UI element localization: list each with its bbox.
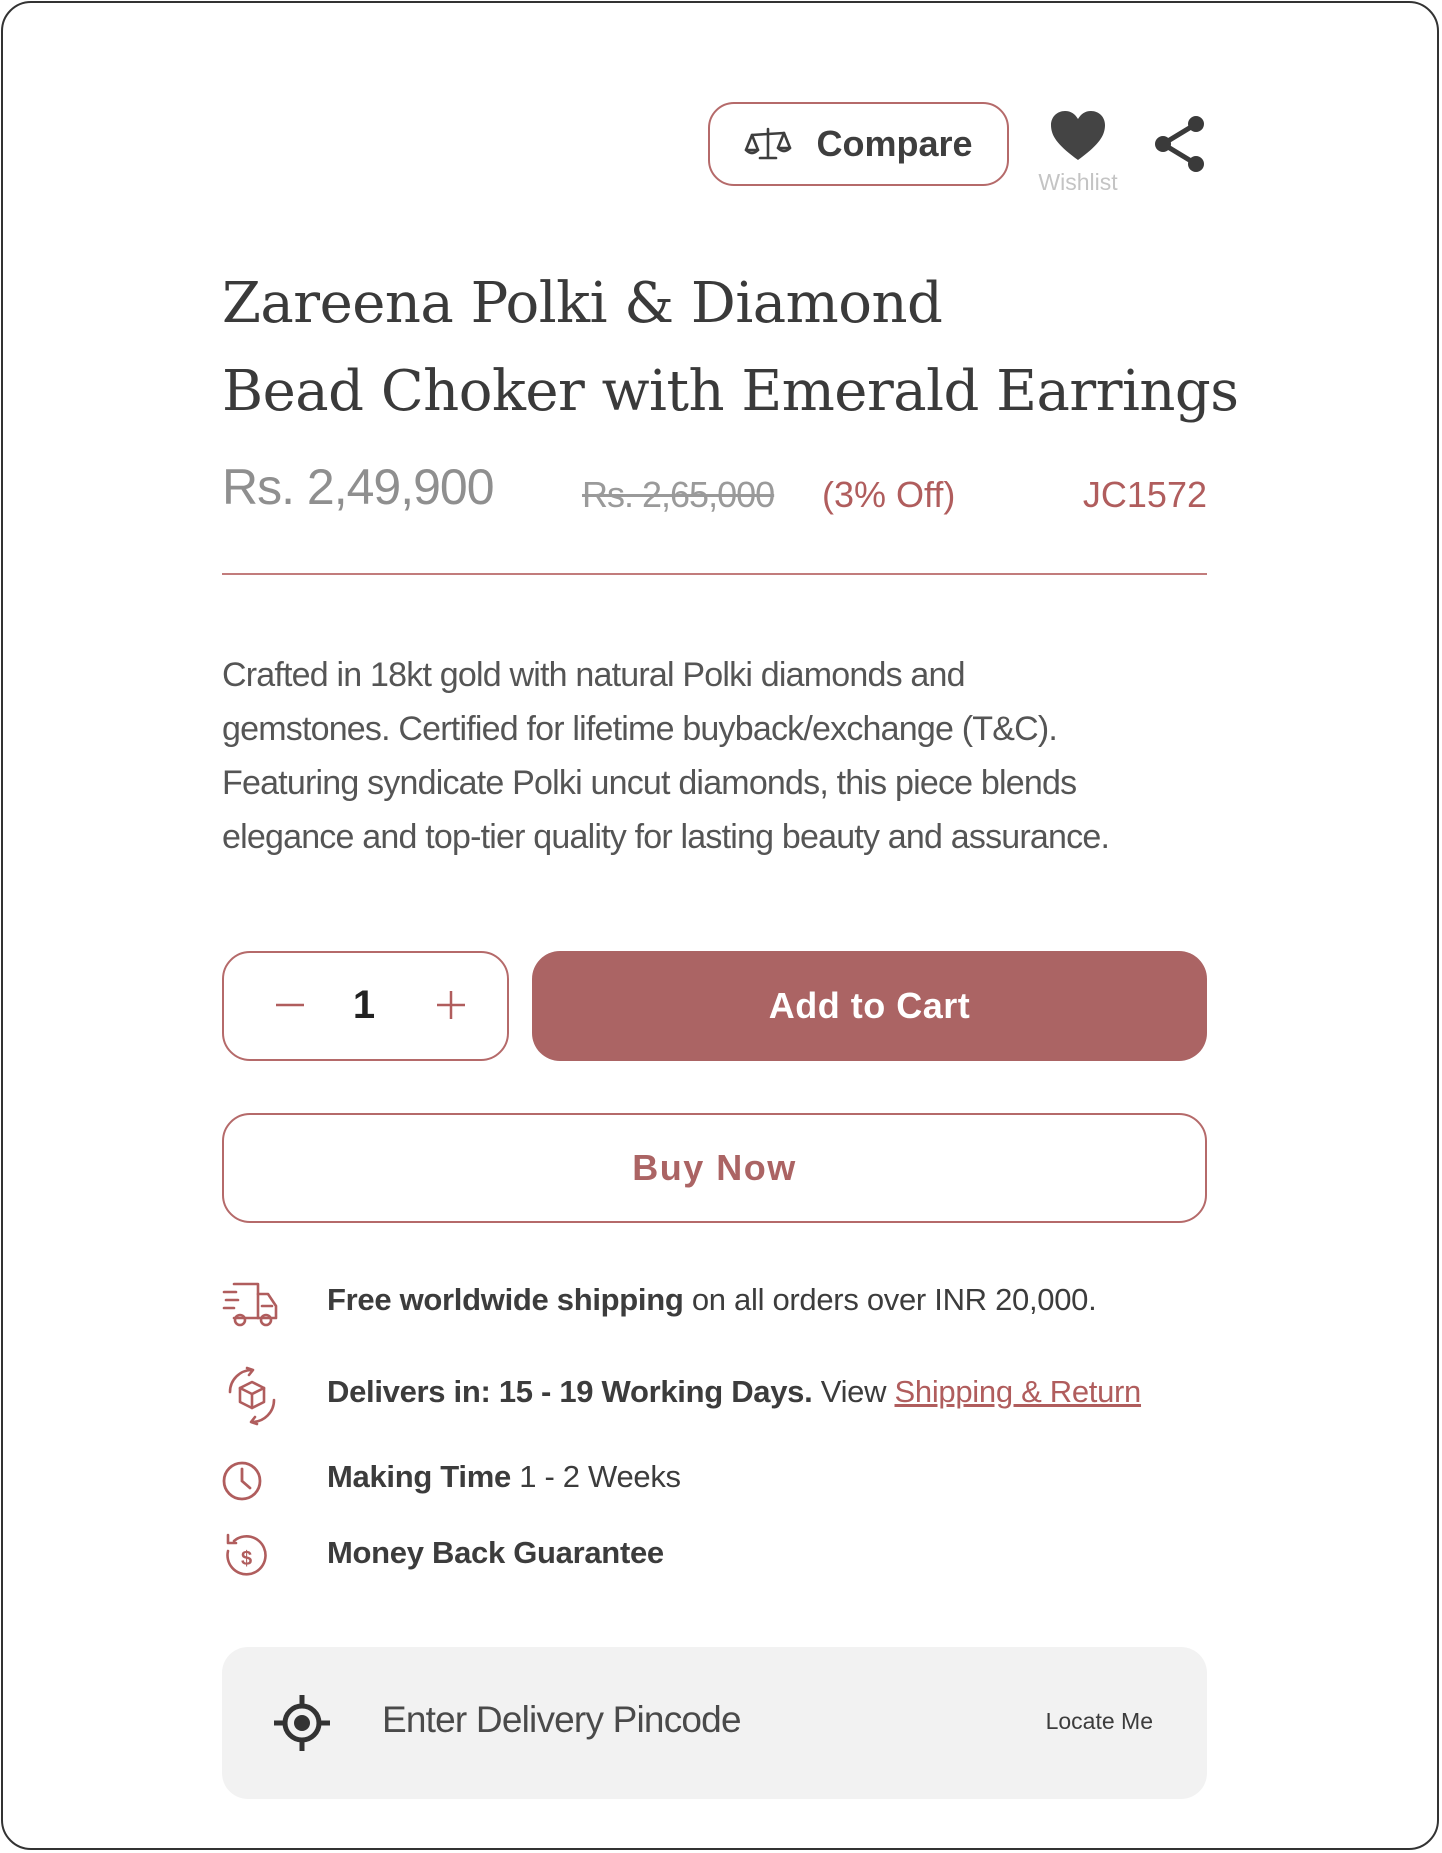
balance-scale-icon (744, 126, 792, 162)
pincode-box[interactable] (222, 1647, 1207, 1799)
feature-shipping (222, 1274, 1222, 1334)
making-time-text (327, 1459, 681, 1495)
plus-icon[interactable] (433, 987, 469, 1023)
heart-icon (1049, 110, 1107, 162)
share-icon[interactable] (1150, 112, 1210, 176)
delivery-view: View (812, 1374, 895, 1409)
locate-me-button[interactable]: Locate Me (1045, 1708, 1153, 1734)
delivery-text (327, 1374, 1141, 1410)
money-back-text (327, 1535, 664, 1571)
box-cycle-icon (222, 1366, 282, 1426)
delivery-bold: Delivers in: 15 - 19 Working Days. (327, 1374, 813, 1409)
description-line: Featuring syndicate Polki uncut diamonds, this piece blends (222, 764, 1077, 802)
clock-icon (222, 1451, 282, 1511)
shipping-text (327, 1282, 1096, 1318)
making-rest: 1 - 2 Weeks (510, 1459, 681, 1494)
wishlist-button[interactable] (1032, 110, 1124, 196)
price-divider (222, 573, 1207, 575)
svg-text:$: $ (240, 1548, 253, 1570)
crosshair-icon (274, 1695, 330, 1751)
wishlist-label: Wishlist (1038, 169, 1118, 195)
add-to-cart-button[interactable]: Add to Cart (532, 951, 1207, 1061)
compare-label: Compare (816, 123, 973, 164)
compare-button[interactable] (708, 102, 1009, 186)
truck-icon (222, 1274, 282, 1334)
product-description (222, 648, 1222, 864)
money-back-bold: Money Back Guarantee (327, 1535, 664, 1570)
minus-icon[interactable] (272, 987, 308, 1023)
feature-making-time (222, 1451, 1222, 1511)
product-title (222, 260, 1239, 436)
money-back-icon (222, 1527, 282, 1587)
product-title-line-2: Bead Choker with Emerald Earrings (222, 359, 1239, 424)
product-title-line-1: Zareena Polki & Diamond (222, 271, 943, 336)
shipping-bold: Free worldwide shipping (327, 1282, 684, 1317)
feature-delivery (222, 1366, 1222, 1426)
current-price: Rs. 2,49,900 (222, 459, 494, 515)
shipping-rest: on all orders over INR 20,000. (683, 1282, 1097, 1317)
description-line: elegance and top-tier quality for lasting beauty and assurance. (222, 818, 1110, 856)
buy-now-button[interactable]: Buy Now (222, 1113, 1207, 1223)
pincode-input[interactable]: Enter Delivery Pincode (382, 1699, 741, 1740)
price-row (222, 458, 1207, 528)
feature-money-back (222, 1527, 1222, 1587)
quantity-value[interactable]: 1 (352, 983, 376, 1027)
discount-label: (3% Off) (822, 474, 956, 515)
description-line: gemstones. Certified for lifetime buyback/exchange (T&C). (222, 710, 1057, 748)
quantity-stepper (222, 951, 509, 1061)
making-bold: Making Time (327, 1459, 511, 1494)
product-sku: JC1572 (1082, 474, 1207, 515)
shipping-return-link[interactable]: Shipping & Return (894, 1374, 1142, 1409)
description-line: Crafted in 18kt gold with natural Polki diamonds and (222, 656, 965, 694)
original-price: Rs. 2,65,000 (582, 474, 775, 515)
